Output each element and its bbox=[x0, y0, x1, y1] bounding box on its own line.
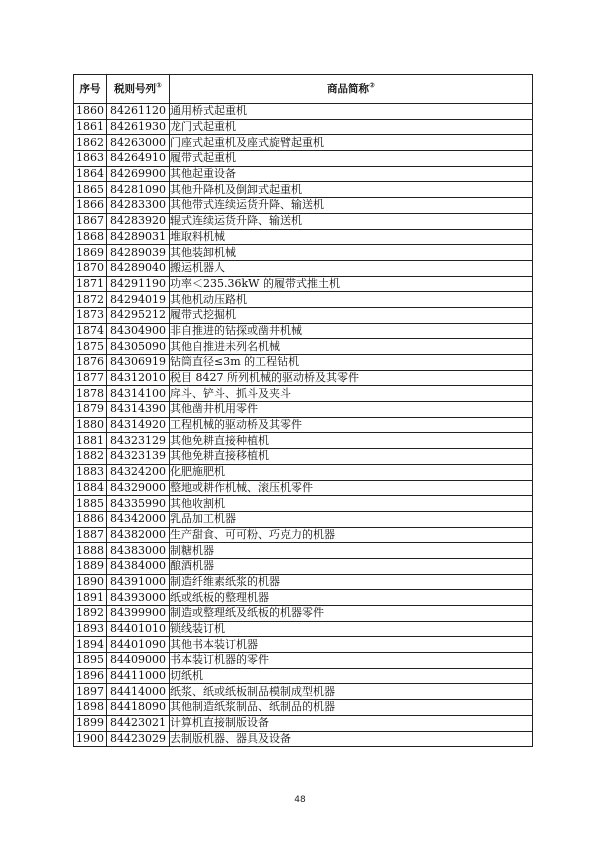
table-row bbox=[74, 606, 533, 622]
table-row bbox=[74, 402, 533, 418]
row-tariff-code: 84384000 bbox=[107, 558, 170, 574]
row-tariff-code: 84289039 bbox=[107, 245, 170, 261]
row-commodity-name: 其他起重设备 bbox=[170, 166, 533, 182]
table-row bbox=[74, 245, 533, 261]
row-tariff-code: 84382000 bbox=[107, 527, 170, 543]
table-row bbox=[74, 260, 533, 276]
row-commodity-name: 其他免耕直接移植机 bbox=[170, 449, 533, 465]
row-commodity-name: 生产甜食、可可粉、巧克力的机器 bbox=[170, 527, 533, 543]
row-commodity-name: 戽斗、铲斗、抓斗及夹斗 bbox=[170, 386, 533, 402]
row-seq: 1889 bbox=[74, 558, 107, 574]
table-row bbox=[74, 355, 533, 371]
row-tariff-code: 84423021 bbox=[107, 715, 170, 731]
row-tariff-code: 84391000 bbox=[107, 574, 170, 590]
row-commodity-name: 税目 8427 所列机械的驱动桥及其零件 bbox=[170, 370, 533, 386]
row-commodity-name: 书本装订机器的零件 bbox=[170, 653, 533, 669]
table-row bbox=[74, 700, 533, 716]
row-commodity-name: 其他书本装订机器 bbox=[170, 637, 533, 653]
row-tariff-code: 84304900 bbox=[107, 323, 170, 339]
table-row bbox=[74, 449, 533, 465]
row-tariff-code: 84411000 bbox=[107, 668, 170, 684]
row-tariff-code: 84263000 bbox=[107, 135, 170, 151]
table-row bbox=[74, 511, 533, 527]
row-seq: 1873 bbox=[74, 307, 107, 323]
row-commodity-name: 乳品加工机器 bbox=[170, 511, 533, 527]
table-row bbox=[74, 339, 533, 355]
row-commodity-name: 整地或耕作机械、滚压机零件 bbox=[170, 480, 533, 496]
row-seq: 1886 bbox=[74, 511, 107, 527]
row-tariff-code: 84418090 bbox=[107, 700, 170, 716]
row-tariff-code: 84423029 bbox=[107, 731, 170, 747]
row-tariff-code: 84401090 bbox=[107, 637, 170, 653]
row-commodity-name: 其他机动压路机 bbox=[170, 292, 533, 308]
table-row bbox=[74, 198, 533, 214]
row-tariff-code: 84323129 bbox=[107, 433, 170, 449]
table-row bbox=[74, 307, 533, 323]
footnote-marker-2: ② bbox=[369, 81, 375, 90]
header-code: 税则号列① bbox=[107, 75, 170, 104]
row-commodity-name: 通用桥式起重机 bbox=[170, 104, 533, 120]
row-commodity-name: 钻筒直径≤3m 的工程钻机 bbox=[170, 355, 533, 371]
row-seq: 1869 bbox=[74, 245, 107, 261]
row-commodity-name: 其他免耕直接种植机 bbox=[170, 433, 533, 449]
row-seq: 1887 bbox=[74, 527, 107, 543]
row-seq: 1896 bbox=[74, 668, 107, 684]
table-row bbox=[74, 574, 533, 590]
table-row bbox=[74, 715, 533, 731]
row-commodity-name: 制造或整理纸及纸板的机器零件 bbox=[170, 606, 533, 622]
row-commodity-name: 工程机械的驱动桥及其零件 bbox=[170, 417, 533, 433]
row-commodity-name: 其他带式连续运货升降、输送机 bbox=[170, 198, 533, 214]
row-seq: 1864 bbox=[74, 166, 107, 182]
table-row bbox=[74, 684, 533, 700]
row-seq: 1893 bbox=[74, 621, 107, 637]
row-tariff-code: 84393000 bbox=[107, 590, 170, 606]
row-commodity-name: 酿酒机器 bbox=[170, 558, 533, 574]
row-tariff-code: 84314390 bbox=[107, 402, 170, 418]
row-tariff-code: 84291190 bbox=[107, 276, 170, 292]
row-tariff-code: 84261120 bbox=[107, 104, 170, 120]
row-seq: 1866 bbox=[74, 198, 107, 214]
table-row bbox=[74, 433, 533, 449]
table-row bbox=[74, 182, 533, 198]
table-body bbox=[74, 104, 533, 747]
row-seq: 1898 bbox=[74, 700, 107, 716]
row-tariff-code: 84401010 bbox=[107, 621, 170, 637]
row-seq: 1881 bbox=[74, 433, 107, 449]
row-seq: 1872 bbox=[74, 292, 107, 308]
row-seq: 1882 bbox=[74, 449, 107, 465]
row-tariff-code: 84261930 bbox=[107, 119, 170, 135]
table-row bbox=[74, 417, 533, 433]
row-commodity-name: 化肥施肥机 bbox=[170, 464, 533, 480]
table-row bbox=[74, 323, 533, 339]
header-row bbox=[74, 75, 533, 104]
row-seq: 1888 bbox=[74, 543, 107, 559]
row-commodity-name: 制糖机器 bbox=[170, 543, 533, 559]
row-commodity-name: 切纸机 bbox=[170, 668, 533, 684]
row-commodity-name: 其他收割机 bbox=[170, 496, 533, 512]
row-tariff-code: 84306919 bbox=[107, 355, 170, 371]
row-seq: 1875 bbox=[74, 339, 107, 355]
table-row bbox=[74, 496, 533, 512]
row-tariff-code: 84409000 bbox=[107, 653, 170, 669]
row-seq: 1880 bbox=[74, 417, 107, 433]
row-seq: 1878 bbox=[74, 386, 107, 402]
row-commodity-name: 履带式挖掘机 bbox=[170, 307, 533, 323]
row-commodity-name: 门座式起重机及座式旋臂起重机 bbox=[170, 135, 533, 151]
row-commodity-name: 纸或纸板的整理机器 bbox=[170, 590, 533, 606]
table-row bbox=[74, 731, 533, 747]
table-row bbox=[74, 590, 533, 606]
row-tariff-code: 84283920 bbox=[107, 213, 170, 229]
row-tariff-code: 84323139 bbox=[107, 449, 170, 465]
table-row bbox=[74, 653, 533, 669]
table-row bbox=[74, 543, 533, 559]
row-tariff-code: 84305090 bbox=[107, 339, 170, 355]
row-commodity-name: 去制版机器、器具及设备 bbox=[170, 731, 533, 747]
row-commodity-name: 龙门式起重机 bbox=[170, 119, 533, 135]
table-row bbox=[74, 151, 533, 167]
row-seq: 1900 bbox=[74, 731, 107, 747]
row-tariff-code: 84269900 bbox=[107, 166, 170, 182]
table-row bbox=[74, 292, 533, 308]
row-tariff-code: 84281090 bbox=[107, 182, 170, 198]
row-commodity-name: 其他升降机及倒卸式起重机 bbox=[170, 182, 533, 198]
footnote-marker-1: ① bbox=[156, 81, 162, 90]
row-seq: 1891 bbox=[74, 590, 107, 606]
row-seq: 1877 bbox=[74, 370, 107, 386]
table-row bbox=[74, 370, 533, 386]
row-tariff-code: 84312010 bbox=[107, 370, 170, 386]
row-seq: 1863 bbox=[74, 151, 107, 167]
row-tariff-code: 84264910 bbox=[107, 151, 170, 167]
row-commodity-name: 搬运机器人 bbox=[170, 260, 533, 276]
table-row bbox=[74, 213, 533, 229]
table-row bbox=[74, 480, 533, 496]
table-row bbox=[74, 527, 533, 543]
table-row bbox=[74, 464, 533, 480]
row-seq: 1884 bbox=[74, 480, 107, 496]
table-row bbox=[74, 119, 533, 135]
row-seq: 1883 bbox=[74, 464, 107, 480]
row-commodity-name: 功率＜235.36kW 的履带式推土机 bbox=[170, 276, 533, 292]
row-tariff-code: 84324200 bbox=[107, 464, 170, 480]
table-row bbox=[74, 668, 533, 684]
row-seq: 1899 bbox=[74, 715, 107, 731]
row-commodity-name: 辊式连续运货升降、输送机 bbox=[170, 213, 533, 229]
header-seq: 序号 bbox=[74, 75, 107, 104]
row-tariff-code: 84314100 bbox=[107, 386, 170, 402]
row-tariff-code: 84283300 bbox=[107, 198, 170, 214]
row-seq: 1865 bbox=[74, 182, 107, 198]
row-commodity-name: 计算机直接制版设备 bbox=[170, 715, 533, 731]
row-tariff-code: 84295212 bbox=[107, 307, 170, 323]
row-seq: 1892 bbox=[74, 606, 107, 622]
tariff-table bbox=[73, 74, 533, 747]
row-tariff-code: 84399900 bbox=[107, 606, 170, 622]
row-tariff-code: 84289040 bbox=[107, 260, 170, 276]
row-tariff-code: 84342000 bbox=[107, 511, 170, 527]
row-tariff-code: 84414000 bbox=[107, 684, 170, 700]
row-commodity-name: 其他制造纸浆制品、纸制品的机器 bbox=[170, 700, 533, 716]
table-row bbox=[74, 229, 533, 245]
table-header bbox=[74, 75, 533, 104]
row-seq: 1897 bbox=[74, 684, 107, 700]
row-tariff-code: 84294019 bbox=[107, 292, 170, 308]
row-tariff-code: 84289031 bbox=[107, 229, 170, 245]
row-commodity-name: 非自推进的钻探或凿井机械 bbox=[170, 323, 533, 339]
page-number: 48 bbox=[294, 795, 306, 805]
row-seq: 1879 bbox=[74, 402, 107, 418]
row-seq: 1885 bbox=[74, 496, 107, 512]
row-seq: 1870 bbox=[74, 260, 107, 276]
row-commodity-name: 其他装卸机械 bbox=[170, 245, 533, 261]
header-name: 商品简称② bbox=[170, 75, 533, 104]
row-tariff-code: 84314920 bbox=[107, 417, 170, 433]
table-row bbox=[74, 166, 533, 182]
row-commodity-name: 履带式起重机 bbox=[170, 151, 533, 167]
row-seq: 1871 bbox=[74, 276, 107, 292]
row-seq: 1862 bbox=[74, 135, 107, 151]
row-commodity-name: 堆取料机械 bbox=[170, 229, 533, 245]
table-row bbox=[74, 558, 533, 574]
row-commodity-name: 锁线装订机 bbox=[170, 621, 533, 637]
table-row bbox=[74, 621, 533, 637]
table-row bbox=[74, 637, 533, 653]
table-row bbox=[74, 276, 533, 292]
row-seq: 1890 bbox=[74, 574, 107, 590]
row-seq: 1876 bbox=[74, 355, 107, 371]
row-seq: 1867 bbox=[74, 213, 107, 229]
table-row bbox=[74, 135, 533, 151]
row-tariff-code: 84383000 bbox=[107, 543, 170, 559]
row-commodity-name: 其他凿井机用零件 bbox=[170, 402, 533, 418]
row-seq: 1868 bbox=[74, 229, 107, 245]
row-seq: 1874 bbox=[74, 323, 107, 339]
row-tariff-code: 84329000 bbox=[107, 480, 170, 496]
row-seq: 1860 bbox=[74, 104, 107, 120]
row-commodity-name: 制造纤维素纸浆的机器 bbox=[170, 574, 533, 590]
row-seq: 1895 bbox=[74, 653, 107, 669]
row-seq: 1861 bbox=[74, 119, 107, 135]
row-commodity-name: 纸浆、纸或纸板制品模制成型机器 bbox=[170, 684, 533, 700]
row-seq: 1894 bbox=[74, 637, 107, 653]
table-row bbox=[74, 386, 533, 402]
row-tariff-code: 84335990 bbox=[107, 496, 170, 512]
row-commodity-name: 其他自推进未列名机械 bbox=[170, 339, 533, 355]
table-row bbox=[74, 104, 533, 120]
